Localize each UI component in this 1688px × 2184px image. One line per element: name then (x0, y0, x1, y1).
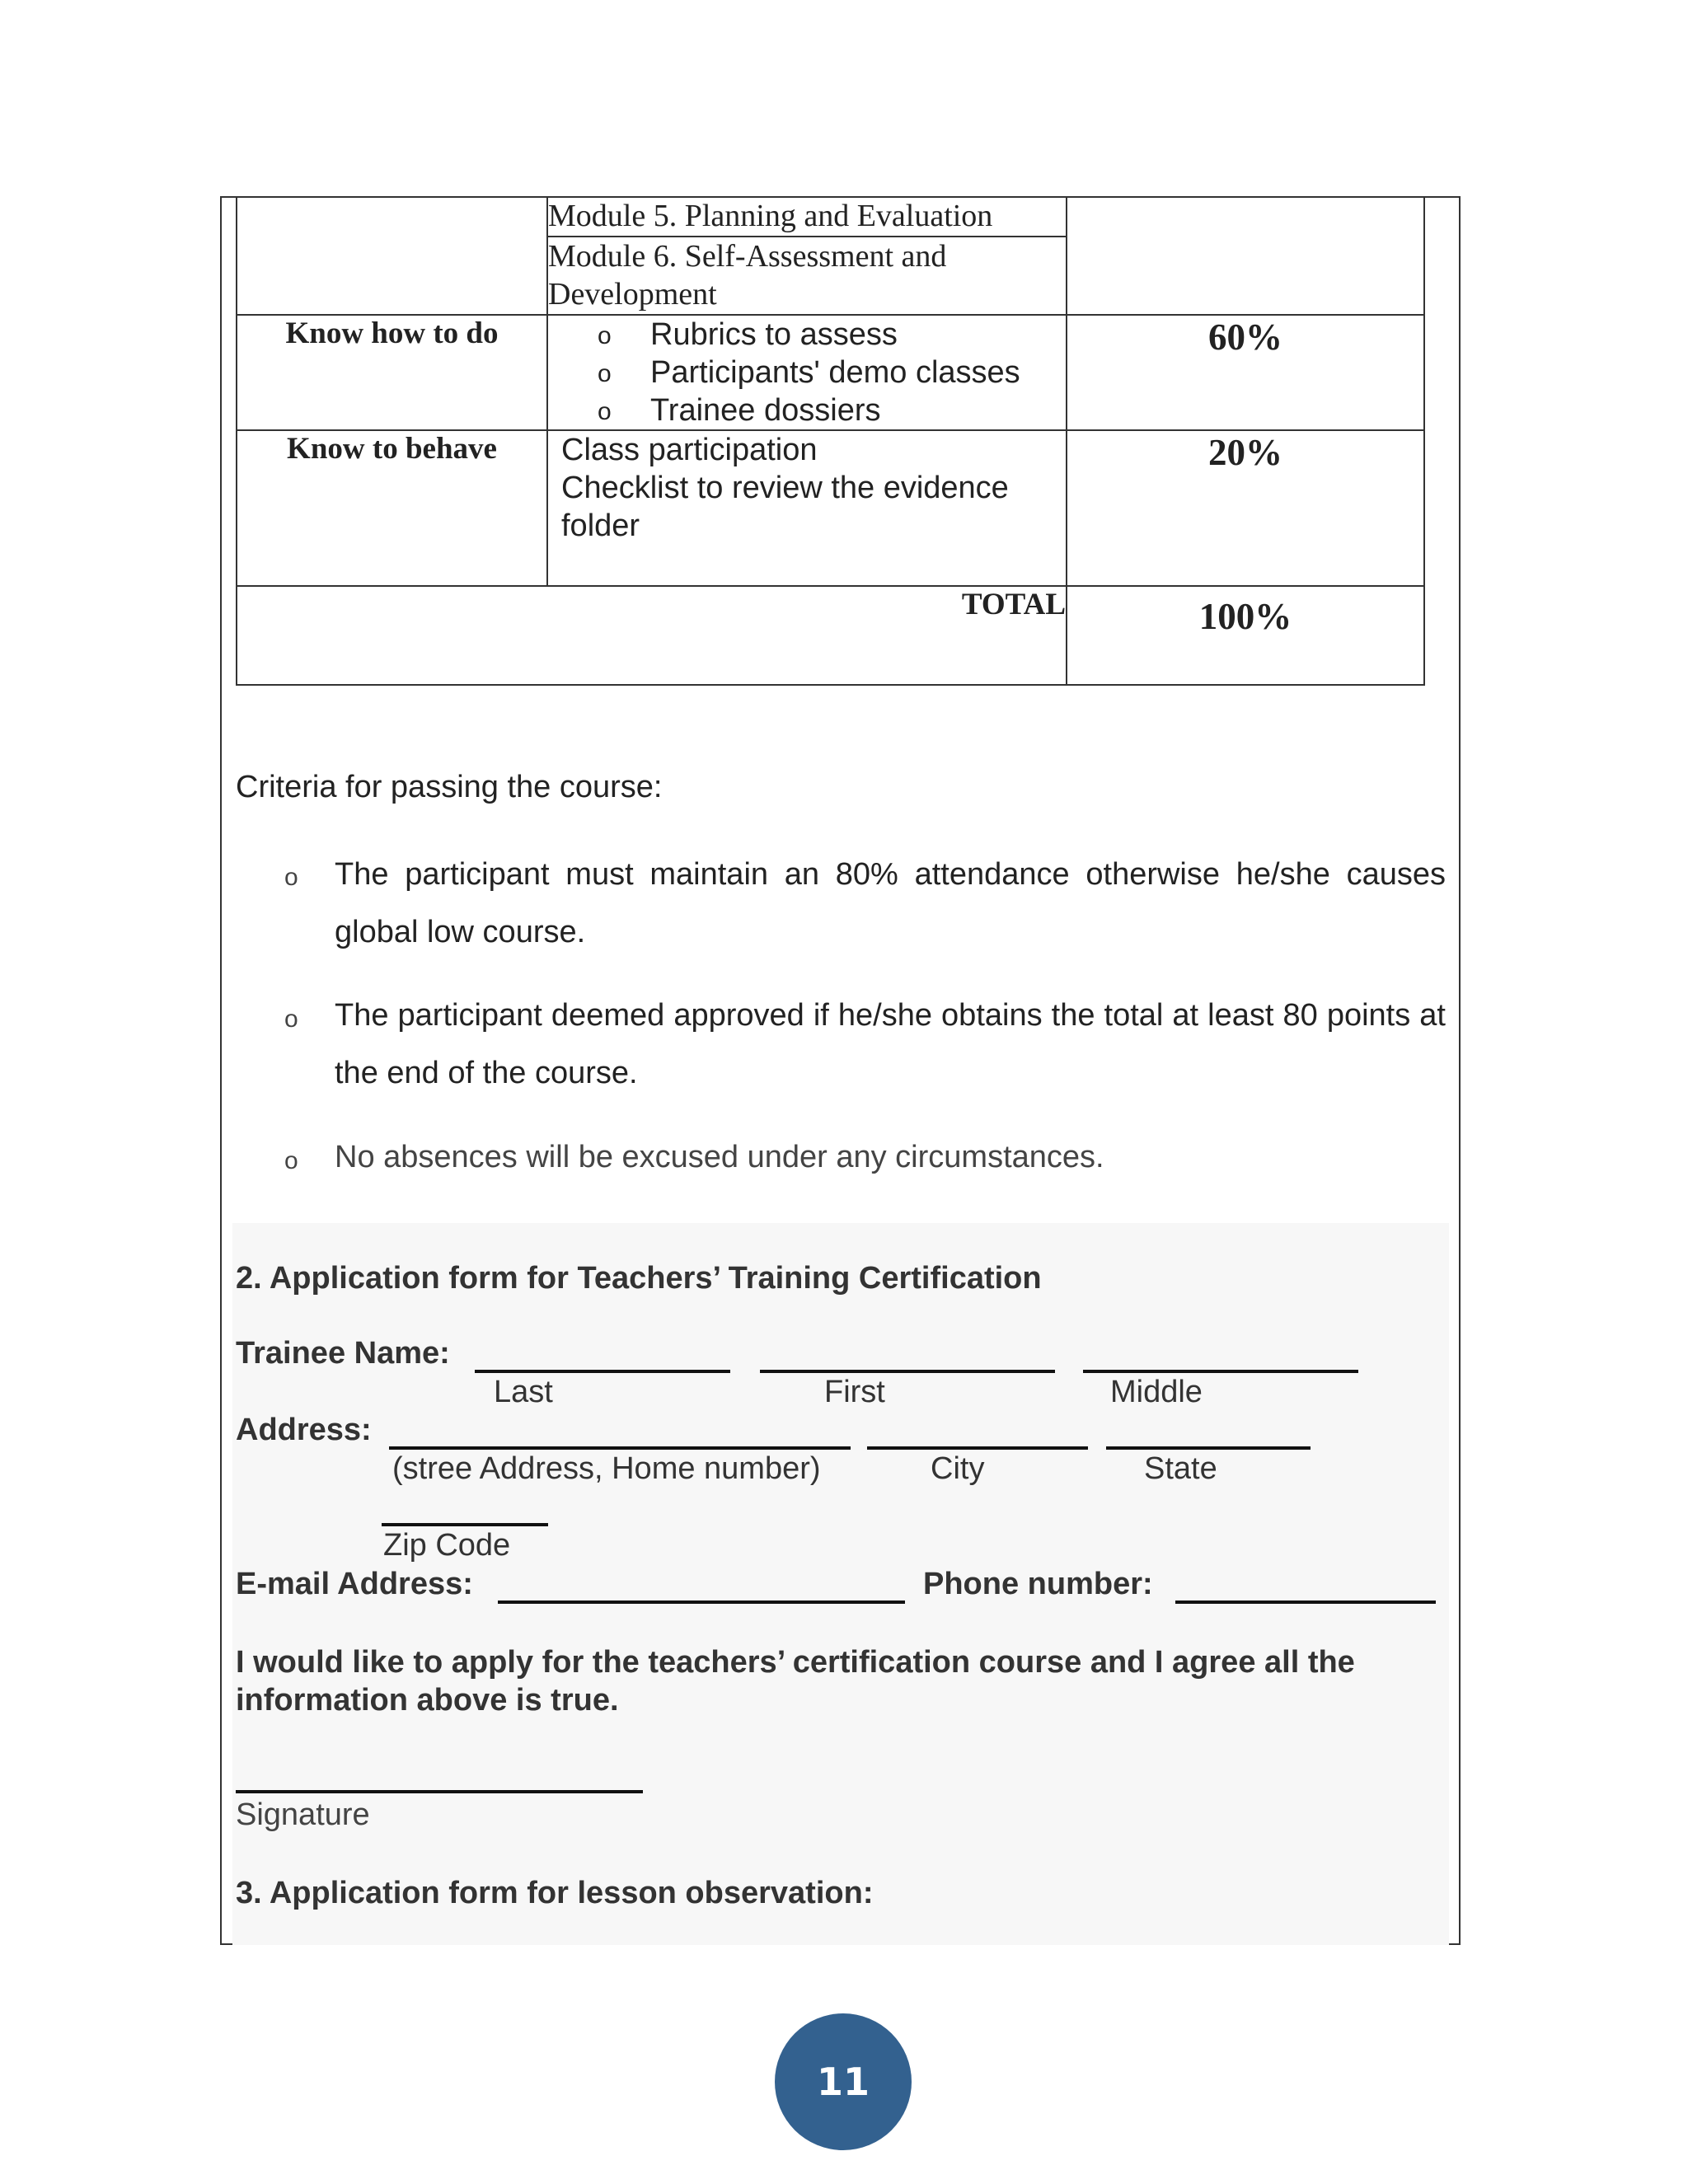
state-caption: State (1144, 1451, 1217, 1486)
page-number-badge (775, 2013, 912, 2150)
address-label: Address: (236, 1413, 372, 1447)
state-line[interactable] (1106, 1446, 1311, 1450)
know-how-label: Know how to do (237, 315, 547, 431)
street-caption: (stree Address, Home number) (392, 1451, 821, 1486)
empty-percent-cell (1067, 197, 1424, 315)
city-caption: City (931, 1451, 985, 1486)
behave-label: Know to behave (237, 430, 547, 586)
signature-line[interactable] (236, 1790, 643, 1793)
empty-criterion-cell (237, 197, 547, 315)
email-line[interactable] (498, 1601, 905, 1604)
behave-item: Class participation (561, 433, 818, 468)
city-line[interactable] (867, 1446, 1088, 1450)
bullet-icon: o (598, 397, 612, 425)
first-caption: First (824, 1375, 885, 1409)
phone-line[interactable] (1175, 1601, 1436, 1604)
phone-label: Phone number: (923, 1567, 1153, 1601)
bullet-icon: o (284, 1147, 298, 1174)
agreement-statement: I would like to apply for the teachers’ certification course and I agree all the information above is true. (236, 1645, 1355, 1718)
know-how-percent: 60% (1067, 315, 1424, 431)
behave-item: Checklist to review the evidence folder (561, 471, 1009, 544)
module-5-cell: Module 5. Planning and Evaluation (547, 197, 1067, 237)
trainee-name-label: Trainee Name: (236, 1336, 450, 1371)
total-percent: 100% (1067, 586, 1424, 685)
email-label: E-mail Address: (236, 1567, 473, 1601)
page-number: 11 (816, 2060, 870, 2104)
bullet-icon: o (284, 1005, 298, 1033)
bullet-icon: o (598, 359, 612, 387)
behave-items (547, 430, 1067, 586)
zip-code-line[interactable] (382, 1523, 548, 1526)
evaluation-table (236, 196, 1425, 686)
criteria-item: The participant deemed approved if he/she obtains the total at least 80 points at the end of the course. (335, 998, 1446, 1090)
first-name-line[interactable] (760, 1370, 1055, 1373)
section-2-title: 2. Application form for Teachers’ Training Certification (236, 1261, 1042, 1296)
middle-caption: Middle (1110, 1375, 1203, 1409)
list-item: o Participants' demo classes (598, 354, 1066, 391)
middle-name-line[interactable] (1083, 1370, 1358, 1373)
signature-caption: Signature (236, 1797, 370, 1832)
criteria-item: The participant must maintain an 80% attendance otherwise he/she causes global low course. (335, 857, 1446, 949)
behave-percent: 20% (1067, 430, 1424, 586)
list-item: o Trainee dossiers (598, 391, 1066, 429)
section-3-title: 3. Application form for lesson observation: (236, 1876, 874, 1910)
last-name-line[interactable] (475, 1370, 730, 1373)
bullet-icon: o (598, 321, 612, 349)
street-address-line[interactable] (389, 1446, 851, 1450)
total-label: TOTAL (237, 586, 1067, 685)
criteria-heading: Criteria for passing the course: (236, 770, 663, 804)
last-caption: Last (494, 1375, 553, 1409)
bullet-icon: o (284, 864, 298, 891)
criteria-item: No absences will be excused under any circumstances. (335, 1140, 1104, 1174)
list-item: o Rubrics to assess (598, 316, 1066, 354)
zip-caption: Zip Code (383, 1528, 511, 1563)
know-how-items (547, 315, 1067, 431)
module-6-cell: Module 6. Self-Assessment and Development (547, 237, 1067, 314)
